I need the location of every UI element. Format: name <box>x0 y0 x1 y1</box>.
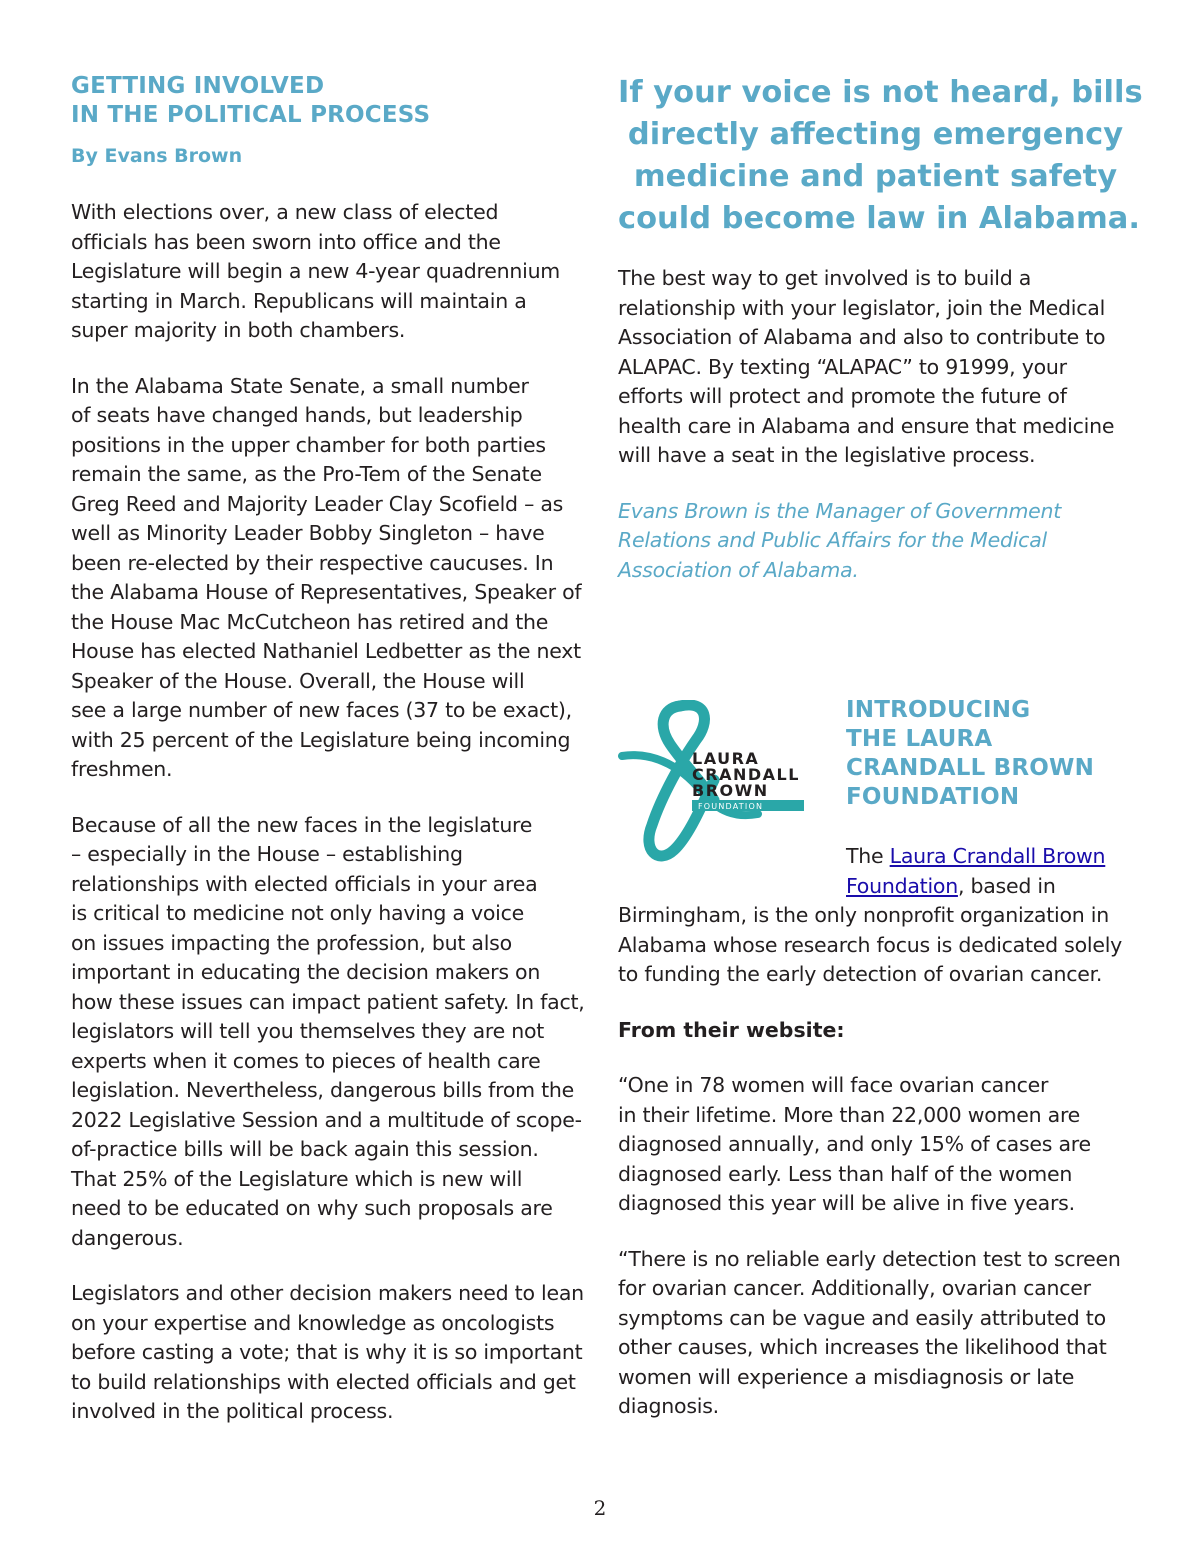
text-line: need to be educated on why such proposals are <box>71 1196 553 1220</box>
text-line: The best way to get involved is to build a <box>618 266 1032 290</box>
paragraph-4 <box>71 1279 586 1427</box>
paragraph-2 <box>71 372 586 785</box>
text-line: efforts will protect and promote the future of <box>618 384 1067 408</box>
paragraph-1 <box>71 198 586 346</box>
text-line: 2022 Legislative Session and a multitude of scope- <box>71 1107 582 1132</box>
text-line: to build relationships with elected officials and get <box>71 1369 576 1394</box>
text-line: Legislators and other decision makers need to lean <box>71 1281 584 1305</box>
text-line: Birmingham, is the only nonprofit organization in <box>618 903 1109 927</box>
foundation-link[interactable]: Laura Crandall Brown <box>889 844 1106 868</box>
bio-line: Evans Brown is the Manager of Government <box>618 498 1062 523</box>
text-line: symptoms can be vague and easily attributed to <box>618 1305 1106 1330</box>
get-involved-paragraph <box>618 264 1133 471</box>
text-line: “One in 78 women will face ovarian cancer <box>618 1073 1049 1097</box>
paragraph-3 <box>71 811 586 1254</box>
logo-text-brown: BROWN <box>692 781 769 800</box>
text-line: Association of Alabama and also to contribute to <box>618 325 1106 349</box>
heading-line: IN THE POLITICAL PROCESS <box>71 102 431 128</box>
text-line: health care in Alabama and ensure that medicine <box>618 413 1115 438</box>
text-line: been re-elected by their respective caucuses. In <box>71 550 554 575</box>
text-line: will have a seat in the legislative process. <box>618 443 1036 467</box>
text-line: Alabama whose research focus is dedicated solely <box>618 932 1123 957</box>
text-line: with 25 percent of the Legislature being incoming <box>71 727 571 752</box>
text-line: experts when it comes to pieces of health care <box>71 1048 541 1073</box>
bio-line: Association of Alabama. <box>618 557 859 582</box>
text-line: diagnosed this year will be alive in five years. <box>618 1191 1075 1215</box>
heading-line: FOUNDATION <box>846 784 1020 810</box>
left-column <box>71 72 586 1427</box>
text-line: “There is no reliable early detection test to screen <box>618 1246 1121 1271</box>
text-line: legislators will tell you themselves they are not <box>71 1019 545 1043</box>
text-line: the House Mac McCutcheon has retired and the <box>71 609 549 634</box>
logo-text-crandall: CRANDALL <box>692 765 800 784</box>
text-line: starting in March. Republicans will maintain a <box>71 288 527 313</box>
byline: By Evans Brown <box>71 145 243 167</box>
text-line: diagnosed early. Less than half of the women <box>618 1161 1073 1186</box>
pull-quote-line: could become law in Alabama. <box>618 201 1140 236</box>
text-line: other causes, which increases the likelihood that <box>618 1335 1107 1359</box>
text-line: is critical to medicine not only having a voice <box>71 901 524 925</box>
text-line: important in educating the decision makers on <box>71 960 541 984</box>
text-line: to funding the early detection of ovarian cancer. <box>618 962 1103 986</box>
text-line <box>618 872 1138 902</box>
text-line: involved in the political process. <box>71 1399 394 1423</box>
quote-paragraph-1 <box>618 1071 1138 1219</box>
text-line: In the Alabama State Senate, a small number <box>71 373 529 398</box>
foundation-section <box>618 842 1138 1422</box>
text-line: Greg Reed and Majority Leader Clay Scofield – as <box>71 491 564 516</box>
text-line <box>618 842 1138 872</box>
page-number: 2 <box>593 1496 607 1520</box>
text-line: of seats have changed hands, but leadership <box>71 403 523 427</box>
text-line: before casting a vote; that is why it is so important <box>71 1340 583 1364</box>
intro-suffix: , based in <box>957 873 1056 898</box>
text-line: Because of all the new faces in the legislature <box>71 812 533 837</box>
text-line: officials has been sworn into office and the <box>71 229 501 254</box>
text-line: how these issues can impact patient safety. In fact, <box>71 989 585 1014</box>
text-line: on issues impacting the profession, but also <box>71 930 512 955</box>
intro-prefix: The <box>846 844 890 868</box>
pull-quote-line: If your voice is not heard, bills <box>618 75 1143 110</box>
text-line: super majority in both chambers. <box>71 318 406 342</box>
text-line: women will experience a misdiagnosis or late <box>618 1364 1075 1389</box>
heading-line: GETTING INVOLVED <box>71 73 325 99</box>
text-line: of-practice bills will be back again this session. <box>71 1137 539 1161</box>
text-line: With elections over, a new class of elected <box>71 200 499 224</box>
text-line: Speaker of the House. Overall, the House will <box>71 668 525 693</box>
foundation-link-cont[interactable]: Foundation <box>846 873 958 898</box>
right-column <box>618 72 1143 585</box>
text-line: relationship with your legislator, join the Medical <box>618 295 1106 320</box>
text-line: well as Minority Leader Bobby Singleton – have <box>71 521 545 545</box>
foundation-intro <box>618 842 1138 990</box>
pull-quote <box>618 72 1143 240</box>
text-line: House has elected Nathaniel Ledbetter as the next <box>71 639 581 663</box>
logo-text-laura: LAURA <box>692 749 760 768</box>
heading-line: INTRODUCING <box>846 697 1031 723</box>
text-line: for ovarian cancer. Additionally, ovarian cancer <box>618 1276 1091 1300</box>
text-line: in their lifetime. More than 22,000 women are <box>618 1102 1081 1127</box>
pull-quote-line: directly affecting emergency <box>627 117 1124 152</box>
heading-line: THE LAURA <box>846 726 993 752</box>
foundation-heading <box>846 696 1136 812</box>
quote-paragraph-2 <box>618 1245 1138 1422</box>
author-bio <box>618 497 1133 586</box>
bio-line: Relations and Public Affairs for the Medical <box>618 528 1047 552</box>
text-line: the Alabama House of Representatives, Speaker of <box>71 580 582 604</box>
text-line: positions in the upper chamber for both parties <box>71 432 546 457</box>
pull-quote-line: medicine and patient safety <box>633 159 1118 194</box>
text-line: relationships with elected officials in your area <box>71 871 538 896</box>
text-line: ALAPAC. By texting “ALAPAC” to 91999, your <box>618 354 1067 379</box>
text-line: remain the same, as the Pro-Tem of the Senate <box>71 462 542 486</box>
from-website-label: From their website: <box>618 1017 845 1042</box>
text-line: diagnosed annually, and only 15% of cases are <box>618 1132 1091 1156</box>
logo-text-foundation: FOUNDATION <box>698 802 764 811</box>
text-line: That 25% of the Legislature which is new will <box>71 1166 523 1191</box>
text-line: Legislature will begin a new 4-year quadrennium <box>71 259 561 283</box>
heading-line: CRANDALL BROWN <box>846 755 1095 781</box>
text-line: – especially in the House – establishing <box>71 842 463 866</box>
text-line: on your expertise and knowledge as oncologists <box>71 1310 555 1335</box>
text-line: see a large number of new faces (37 to be exact), <box>71 698 572 722</box>
text-line: legislation. Nevertheless, dangerous bills from the <box>71 1078 575 1102</box>
text-line: freshmen. <box>71 757 173 781</box>
text-line: diagnosis. <box>618 1394 719 1418</box>
article-heading <box>71 72 586 130</box>
text-line: dangerous. <box>71 1225 184 1250</box>
